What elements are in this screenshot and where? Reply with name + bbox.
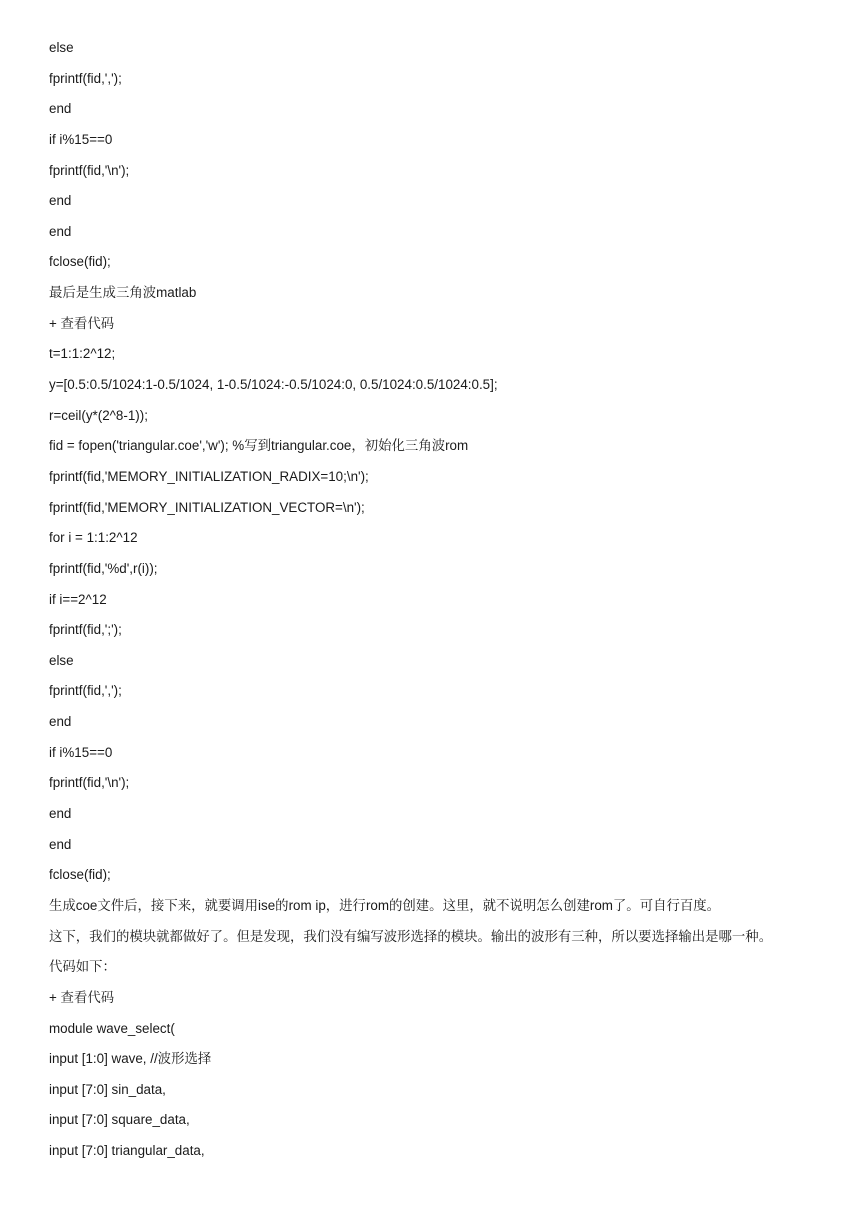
- text-line: end: [49, 806, 72, 822]
- text-line: for i = 1:1:2^12: [49, 530, 138, 546]
- text-line: fclose(fid);: [49, 254, 111, 270]
- text-line: else: [49, 652, 74, 668]
- text-line: fid = fopen('triangular.coe','w'); %写到triangular.coe，初始化三角波rom: [49, 438, 469, 454]
- text-line: input [7:0] square_data,: [49, 1112, 190, 1128]
- text-line: if i%15==0: [49, 744, 113, 760]
- text-line: else: [49, 40, 74, 55]
- text-line: fprintf(fid,'\n');: [49, 775, 130, 791]
- text-line: if i%15==0: [49, 131, 113, 147]
- text-line: input [7:0] sin_data,: [49, 1081, 166, 1097]
- text-line: end: [49, 714, 72, 730]
- text-line: r=ceil(y*(2^8-1));: [49, 407, 148, 423]
- text-line: fprintf(fid,'\n');: [49, 162, 130, 178]
- view-code-toggle[interactable]: + 查看代码: [49, 989, 115, 1005]
- text-line: fprintf(fid,',');: [49, 683, 122, 699]
- text-line: end: [49, 193, 72, 209]
- text-line: fprintf(fid,',');: [49, 70, 122, 86]
- text-line: 最后是生成三角波matlab: [49, 285, 197, 301]
- text-line: 代码如下：: [49, 959, 116, 975]
- text-line: module wave_select(: [49, 1020, 175, 1036]
- text-line: if i==2^12: [49, 591, 107, 607]
- text-line: end: [49, 836, 72, 852]
- text-line: end: [49, 223, 72, 239]
- text-line: t=1:1:2^12;: [49, 346, 116, 362]
- text-line: input [1:0] wave, //波形选择: [49, 1051, 212, 1067]
- text-line: input [7:0] triangular_data,: [49, 1143, 205, 1159]
- text-line: y=[0.5:0.5/1024:1-0.5/1024, 1-0.5/1024:-0.5/1024:0, 0.5/1024:0.5/1024:0.5];: [49, 377, 498, 393]
- text-line: fprintf(fid,'MEMORY_INITIALIZATION_RADIX=10;\n');: [49, 468, 369, 484]
- text-line: 生成coe文件后，接下来，就要调用ise的rom ip，进行rom的创建。这里，就不说明怎么创建rom了。可自行百度。: [49, 897, 721, 913]
- text-line: 这下，我们的模块就都做好了。但是发现，我们没有编写波形选择的模块。输出的波形有三种，所以要选择输出是哪一种。: [49, 928, 773, 944]
- document-body: [49, 38, 849, 1172]
- text-line: end: [49, 101, 72, 117]
- text-line: fprintf(fid,'%d',r(i));: [49, 560, 158, 576]
- text-line: fprintf(fid,'MEMORY_INITIALIZATION_VECTOR=\n');: [49, 499, 365, 515]
- text-line: fclose(fid);: [49, 867, 111, 883]
- view-code-toggle[interactable]: + 查看代码: [49, 315, 115, 331]
- text-line: fprintf(fid,';');: [49, 622, 122, 638]
